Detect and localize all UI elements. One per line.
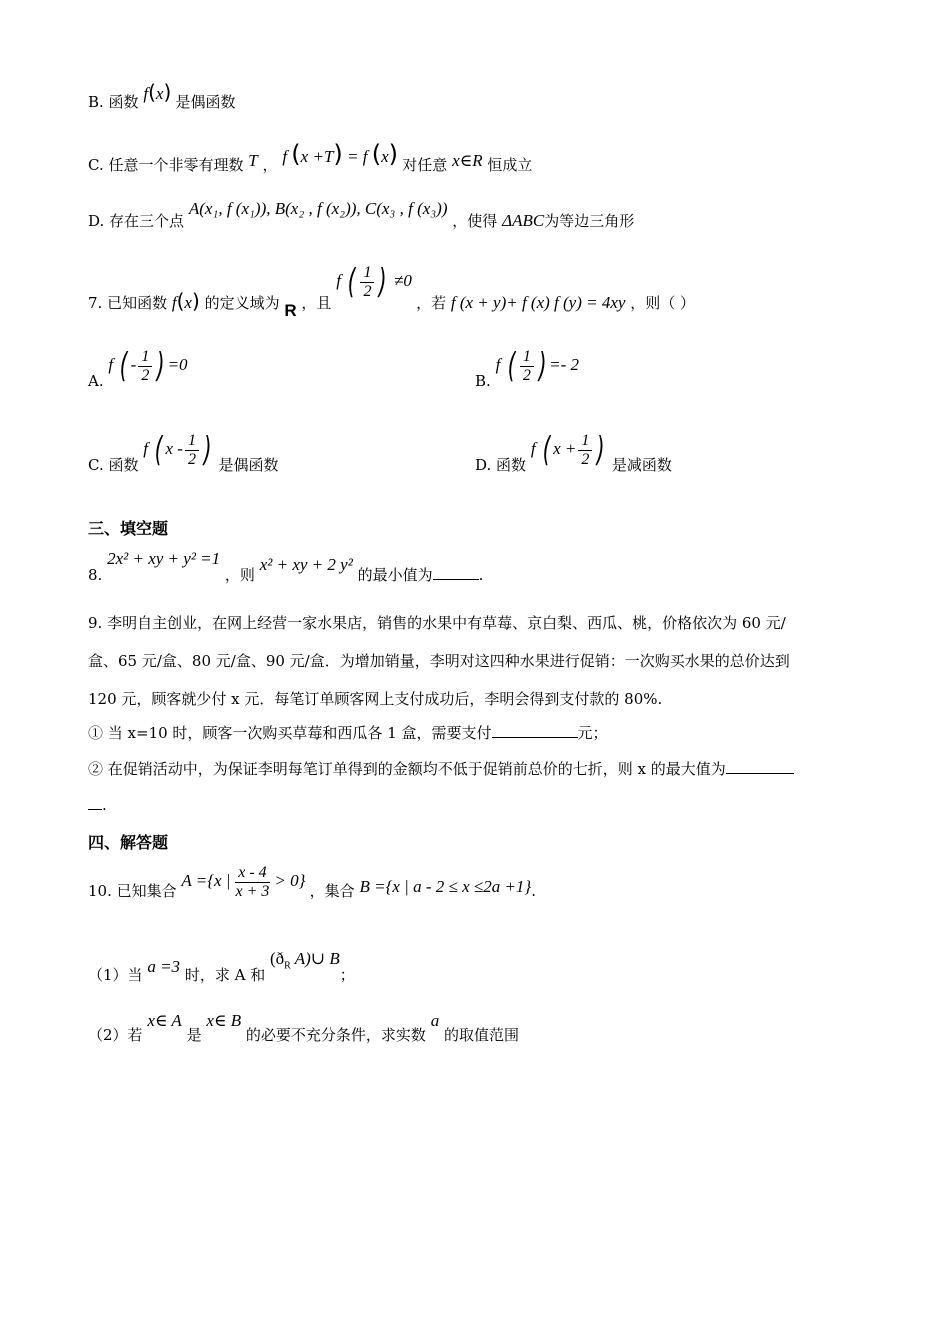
q7-prefix: 7. 已知函数 (88, 293, 168, 312)
q7-and: ，且 (301, 293, 332, 312)
q9-part2-prefix: ② 在促销活动中，为保证李明每笔订单得到的金额均不低于促销前总价的七折，则 x 的最大值为 (88, 760, 726, 778)
q6-c-T: T (248, 151, 258, 170)
q10-p2-end: 的取值范围 (444, 1026, 520, 1044)
q10-p1-expression: ($ð_R$ A)∪ B (270, 949, 340, 972)
q10-stem (88, 864, 536, 901)
q8-mid: ，则 (224, 566, 255, 584)
q6-c-suffix: 恒成立 (487, 156, 533, 174)
q6-c-formula: f (x +T) = f (x) (282, 140, 399, 168)
q8-end: . (478, 566, 484, 584)
q9-part2-blank[interactable] (726, 773, 794, 774)
q7-func: f(x) (171, 288, 200, 313)
q7-d-formula: f ( x + $\frac{1}{2}$ ) (530, 430, 605, 470)
q7-d-suffix: 是减函数 (611, 455, 672, 474)
q10-mid: ，集合 (309, 882, 355, 901)
q6-d-prefix: D. 存在三个点 (88, 212, 185, 230)
q10-p2-prefix: （2）若 (88, 1026, 143, 1044)
q9-part2-cont (88, 796, 107, 814)
q9-part1-suffix: 元； (577, 724, 608, 742)
q8 (88, 548, 484, 584)
q10-part2 (88, 1010, 520, 1044)
q6-option-c (88, 140, 533, 176)
q9-part2 (88, 758, 794, 779)
q8-suffix: 的最小值为 (357, 566, 433, 584)
q7-b-label: B. (475, 371, 491, 390)
q9-part1-prefix: ① 当 x=10 时，顾客一次购买草莓和西瓜各 1 盒，需要支付 (88, 724, 492, 742)
q10-prefix: 10. 已知集合 (88, 882, 177, 901)
q10-end: . (531, 882, 537, 901)
q6-c-condition: x∈R (452, 151, 483, 170)
q6-b-formula: f(x) (143, 80, 172, 104)
q8-condition: 2x² + xy + y² =1 (107, 549, 221, 568)
q7-condition: f ( $\frac{1}{2}$ ) ≠0 (336, 262, 412, 302)
q10-p1-prefix: （1）当 (88, 966, 143, 984)
q6-b-suffix: 是偶函数 (175, 93, 236, 111)
q10-p2-condition1: x∈ A (147, 1011, 182, 1030)
q10-p2-variable-a: a (430, 1011, 440, 1030)
q6-c-comma: ， (262, 156, 278, 174)
q7-c-suffix: 是偶函数 (218, 455, 279, 474)
q10-p1-end: ； (339, 966, 355, 984)
q10-part1 (88, 949, 355, 984)
q9-part2-blank-cont[interactable] (88, 809, 102, 810)
q7-c-formula: f ( x - $\frac{1}{2}$ ) (143, 430, 212, 470)
q10-p1-mid: 时，求 A 和 (184, 966, 266, 984)
q10-p2-mid: 是 (186, 1026, 202, 1044)
q7-domain-R: R (284, 300, 297, 320)
q8-answer-blank[interactable] (433, 579, 479, 580)
q7-equation: f (x + y)+ f (x) f (y) = 4xy (450, 292, 626, 312)
section4-heading: 四、解答题 (88, 833, 169, 852)
q10-setA: A ={x | $\frac{x - 4}{x + 3}$ > 0} (181, 864, 306, 900)
q10-p1-condition: a =3 (147, 957, 181, 976)
q9-part2-end: . (102, 796, 107, 814)
q8-expression: x² + xy + 2 y² (259, 555, 353, 574)
q9-line3: 120 元，顾客就少付 x 元．每笔订单顾客网上支付成功后，李明会得到支付款的 80%. (88, 690, 663, 708)
q7-c-label: C. 函数 (88, 455, 139, 474)
q7-d-label: D. 函数 (475, 455, 527, 474)
q6-c-prefix: C. 任意一个非零有理数 (88, 156, 244, 174)
q6-d-mid: ，使得 (452, 212, 498, 230)
q9-part1 (88, 722, 608, 743)
q7-option-c (88, 430, 279, 474)
section3-heading: 三、填空题 (88, 519, 169, 538)
q6-b-prefix: B. 函数 (88, 93, 139, 111)
q7-option-a (88, 346, 188, 390)
q8-number: 8. (88, 566, 103, 584)
q6-option-b (88, 80, 236, 112)
q6-d-suffix: 为等边三角形 (544, 212, 635, 230)
q10-p2-condition2: x∈ B (206, 1011, 242, 1030)
q10-p2-rest: 的必要不充分条件，求实数 (245, 1026, 426, 1044)
q6-d-triangle: ΔABC (502, 211, 545, 230)
q7-option-d (475, 430, 672, 474)
q6-c-mid: 对任意 (402, 156, 448, 174)
q7-stem (88, 262, 696, 320)
q9-line2: 盒、65 元/盒、80 元/盒、90 元/盒．为增加销量，李明对这四种水果进行促销：一次购买水果的总价达到 (88, 652, 790, 670)
q7-b-formula: f ( $\frac{1}{2}$ ) =- 2 (495, 346, 579, 386)
q9-line1: 9. 李明自主创业，在网上经营一家水果店，销售的水果中有草莓、京白梨、西瓜、桃，价格依次为 60 元/ (88, 614, 786, 632)
q6-d-points: A(x₁, f (x₁)), B(x₂ , f (x₂)), C(x₃ , f (x₃)) (188, 199, 448, 218)
q7-domain-text: 的定义域为 (204, 293, 280, 312)
q9-part1-blank[interactable] (492, 737, 578, 738)
q7-option-b (475, 346, 579, 390)
q7-a-label: A. (88, 371, 104, 390)
q10-setB: B ={x | a - 2 ≤ x ≤2a +1} (359, 877, 532, 897)
q7-a-formula: f ( - $\frac{1}{2}$ ) =0 (108, 346, 188, 386)
q7-then: ，则（ ） (630, 293, 696, 312)
q7-if: ，若 (416, 293, 447, 312)
q6-option-d (88, 199, 635, 231)
